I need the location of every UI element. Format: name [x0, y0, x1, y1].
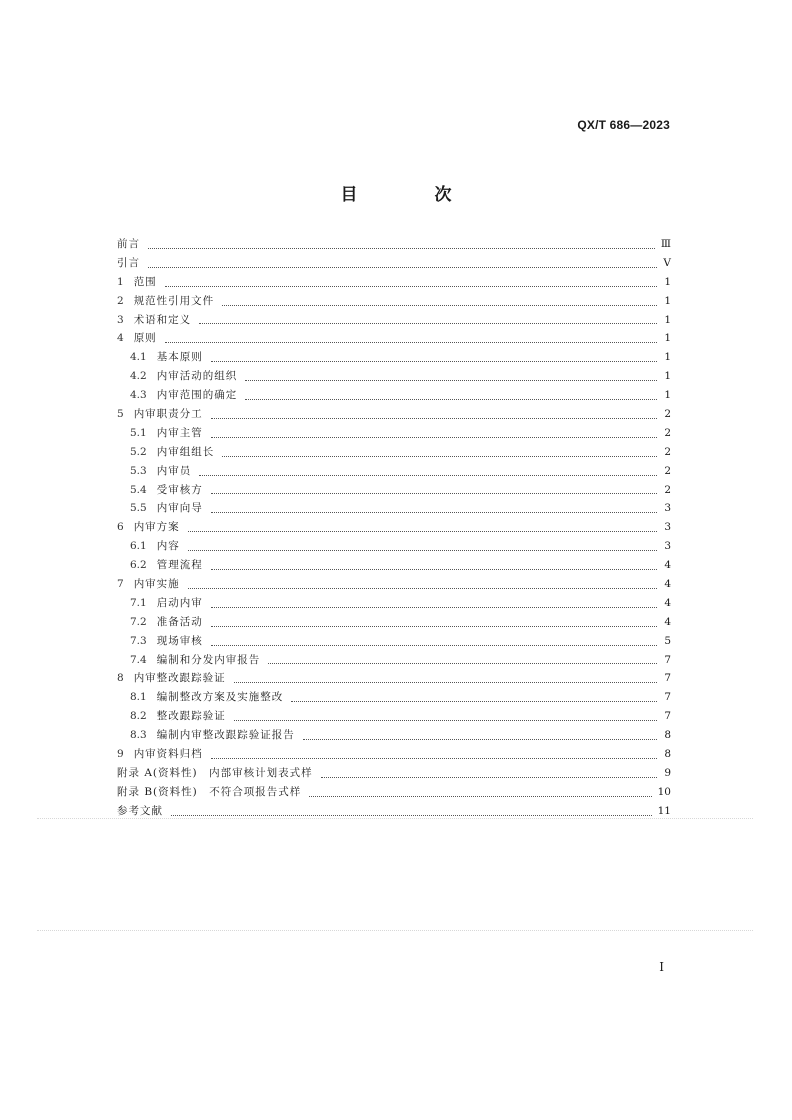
toc-entry[interactable]	[117, 537, 671, 556]
toc-entry-number: 4.2	[130, 370, 147, 383]
toc-entry-label: 引言	[117, 256, 140, 269]
toc-entry-page: 1	[664, 294, 671, 307]
toc-entry[interactable]	[117, 556, 671, 575]
toc-entry[interactable]	[117, 518, 671, 537]
dot-leader	[303, 738, 657, 740]
toc-entry-number: 7.4	[130, 653, 147, 666]
toc-entry-label: 启动内审	[156, 596, 203, 609]
toc-entry-page: Ⅲ	[660, 237, 671, 250]
toc-entry[interactable]	[117, 745, 671, 764]
toc-entry-page: 1	[664, 332, 671, 345]
dot-leader	[245, 398, 657, 400]
toc-entry-label: 范围	[133, 275, 157, 288]
toc-entry-label: 前言	[117, 237, 140, 250]
page-title: 目 次	[340, 185, 482, 205]
toc-entry-number: 4	[117, 332, 124, 345]
dot-leader	[245, 379, 657, 381]
toc-entry[interactable]	[117, 594, 671, 613]
toc-entry[interactable]	[117, 405, 671, 424]
toc-entry-page: 9	[664, 766, 671, 779]
toc-entry-page: 10	[657, 785, 671, 798]
dot-leader	[171, 814, 652, 816]
dot-leader	[268, 662, 657, 664]
toc-entry-number: 5.4	[130, 483, 147, 496]
toc-entry-page: 3	[664, 521, 671, 534]
dot-leader	[188, 549, 657, 551]
toc-entry-page: 7	[664, 710, 671, 723]
toc-entry-page: 8	[664, 729, 671, 742]
toc-entry-label: 内审实施	[133, 578, 180, 591]
toc-entry-label: 整改跟踪验证	[156, 710, 226, 723]
toc-entry[interactable]	[117, 462, 671, 481]
toc-entry-number: 6.1	[130, 540, 147, 553]
toc-entry-number: 7.3	[130, 634, 147, 647]
dot-leader	[165, 341, 657, 343]
toc-entry-number: 8.3	[130, 729, 147, 742]
dot-leader	[188, 530, 657, 532]
toc-entry[interactable]	[117, 329, 671, 348]
toc-entry[interactable]	[117, 367, 671, 386]
dot-leader	[199, 474, 657, 476]
toc-entry-number: 4.3	[130, 389, 147, 402]
toc-entry-number: 8	[117, 672, 124, 685]
page-divider	[37, 818, 753, 819]
dot-leader	[222, 455, 657, 457]
toc-entry[interactable]	[117, 707, 671, 726]
toc-entry-label: 内审范围的确定	[156, 389, 238, 402]
page-divider	[37, 930, 753, 931]
toc-entry-label: 现场审核	[156, 634, 203, 647]
toc-entry-page: Ⅴ	[663, 256, 671, 269]
toc-entry-number: 2	[117, 294, 124, 307]
standard-code: QX/T 686—2023	[577, 118, 670, 132]
toc-entry[interactable]	[117, 386, 671, 405]
toc-entry-page: 8	[664, 748, 671, 761]
toc-entry-page: 4	[664, 559, 671, 572]
dot-leader	[222, 304, 657, 306]
dot-leader	[321, 776, 657, 778]
toc-entry-page: 1	[664, 275, 671, 288]
dot-leader	[309, 795, 651, 797]
toc-entry[interactable]	[117, 613, 671, 632]
toc-entry-page: 2	[664, 483, 671, 496]
toc-entry-label: 术语和定义	[133, 313, 192, 326]
toc-entry-page: 1	[664, 389, 671, 402]
toc-entry-label: 基本原则	[156, 351, 203, 364]
toc-entry-page: 2	[664, 426, 671, 439]
toc-entry[interactable]	[117, 311, 671, 330]
dot-leader	[165, 285, 657, 287]
dot-leader	[291, 700, 657, 702]
toc-entry[interactable]	[117, 292, 671, 311]
toc-entry-page: 1	[664, 370, 671, 383]
toc-entry[interactable]	[117, 575, 671, 594]
toc-entry-number: 5.1	[130, 426, 147, 439]
toc-entry[interactable]	[117, 726, 671, 745]
toc-entry-number: 6	[117, 521, 124, 534]
dot-leader	[199, 322, 657, 324]
toc-entry-label: 编制整改方案及实施整改	[156, 691, 284, 704]
dot-leader	[234, 719, 657, 721]
toc-entry-label: 内审整改跟踪验证	[133, 672, 226, 685]
toc-entry-page: 5	[664, 634, 671, 647]
toc-entry-number: 5	[117, 408, 124, 420]
toc-entry[interactable]	[117, 783, 671, 802]
dot-leader	[148, 247, 655, 249]
toc-entry-number: 7.1	[130, 596, 147, 609]
toc-entry-number: 5.2	[130, 445, 147, 458]
toc-entry[interactable]	[117, 688, 671, 707]
toc-entry-label: 内容	[156, 540, 180, 553]
toc-entry-page: 4	[664, 596, 671, 609]
toc-entry[interactable]	[117, 443, 671, 462]
dot-leader	[234, 681, 657, 683]
dot-leader	[211, 757, 657, 759]
toc-entry[interactable]	[117, 632, 671, 651]
dot-leader	[211, 492, 657, 494]
toc-entry-label: 规范性引用文件	[133, 294, 215, 307]
toc-entry-label: 内审向导	[156, 502, 203, 515]
toc-entry[interactable]	[117, 481, 671, 500]
toc-entry-page: 2	[664, 408, 671, 420]
toc-entry-number: 7	[117, 578, 124, 591]
toc-entry[interactable]	[117, 499, 671, 518]
toc-entry-label: 内审方案	[133, 521, 180, 534]
dot-leader	[211, 511, 657, 513]
toc-entry-label: 准备活动	[156, 615, 203, 628]
toc-entry-label: 内审资料归档	[133, 748, 203, 761]
toc-entry-page: 1	[664, 351, 671, 364]
dot-leader	[211, 417, 657, 419]
toc-entry-label: 原则	[133, 332, 157, 345]
dot-leader	[211, 625, 657, 627]
toc-entry-label: 内审组组长	[156, 445, 215, 458]
toc-entry-page: 3	[664, 502, 671, 515]
dot-leader	[211, 436, 657, 438]
toc-entry[interactable]	[117, 764, 671, 783]
toc-entry[interactable]	[117, 669, 671, 688]
dot-leader	[211, 644, 657, 646]
toc-entry-page: 1	[664, 313, 671, 326]
toc-entry-page: 4	[664, 578, 671, 591]
toc-entry[interactable]	[117, 651, 671, 670]
toc-entry-label: 内审职责分工	[133, 408, 203, 420]
dot-leader	[188, 587, 657, 589]
toc-entry-label: 附录 B(资料性) 不符合项报告式样	[117, 785, 302, 798]
toc-entry-label: 内审员	[156, 464, 192, 477]
toc-entry[interactable]	[117, 254, 671, 273]
toc-entry-page: 3	[664, 540, 671, 553]
toc-entry-number: 5.5	[130, 502, 147, 515]
toc-entry-label: 内审主管	[156, 426, 203, 439]
toc-entry-page: 7	[664, 653, 671, 666]
toc-entry-number: 8.2	[130, 710, 147, 723]
dot-leader	[211, 606, 657, 608]
table-of-contents	[117, 235, 671, 821]
toc-entry-number: 8.1	[130, 691, 147, 704]
toc-entry-number: 5.3	[130, 464, 147, 477]
toc-entry-page: 11	[657, 804, 671, 817]
toc-entry-number: 6.2	[130, 559, 147, 572]
toc-entry-number: 3	[117, 313, 124, 326]
toc-entry-page: 7	[664, 691, 671, 704]
toc-entry[interactable]	[117, 424, 671, 443]
dot-leader	[211, 568, 657, 570]
toc-entry-label: 编制内审整改跟踪验证报告	[156, 729, 295, 742]
toc-entry[interactable]	[117, 348, 671, 367]
toc-entry-page: 2	[664, 445, 671, 458]
toc-entry-number: 7.2	[130, 615, 147, 628]
dot-leader	[148, 266, 657, 268]
page-number: I	[659, 960, 664, 974]
toc-entry-label: 受审核方	[156, 483, 203, 496]
toc-entry-page: 2	[664, 464, 671, 477]
toc-entry-page: 7	[664, 672, 671, 685]
toc-entry[interactable]	[117, 273, 671, 292]
toc-entry-label: 参考文献	[117, 804, 163, 817]
toc-entry-page: 4	[664, 615, 671, 628]
toc-entry-number: 1	[117, 275, 124, 288]
toc-entry-label: 附录 A(资料性) 内部审核计划表式样	[117, 766, 313, 779]
toc-entry-label: 管理流程	[156, 559, 203, 572]
toc-entry[interactable]	[117, 235, 671, 254]
toc-entry-number: 9	[117, 748, 124, 761]
toc-entry-label: 内审活动的组织	[156, 370, 238, 383]
toc-entry-number: 4.1	[130, 351, 147, 364]
dot-leader	[211, 360, 657, 362]
toc-entry-label: 编制和分发内审报告	[156, 653, 261, 666]
